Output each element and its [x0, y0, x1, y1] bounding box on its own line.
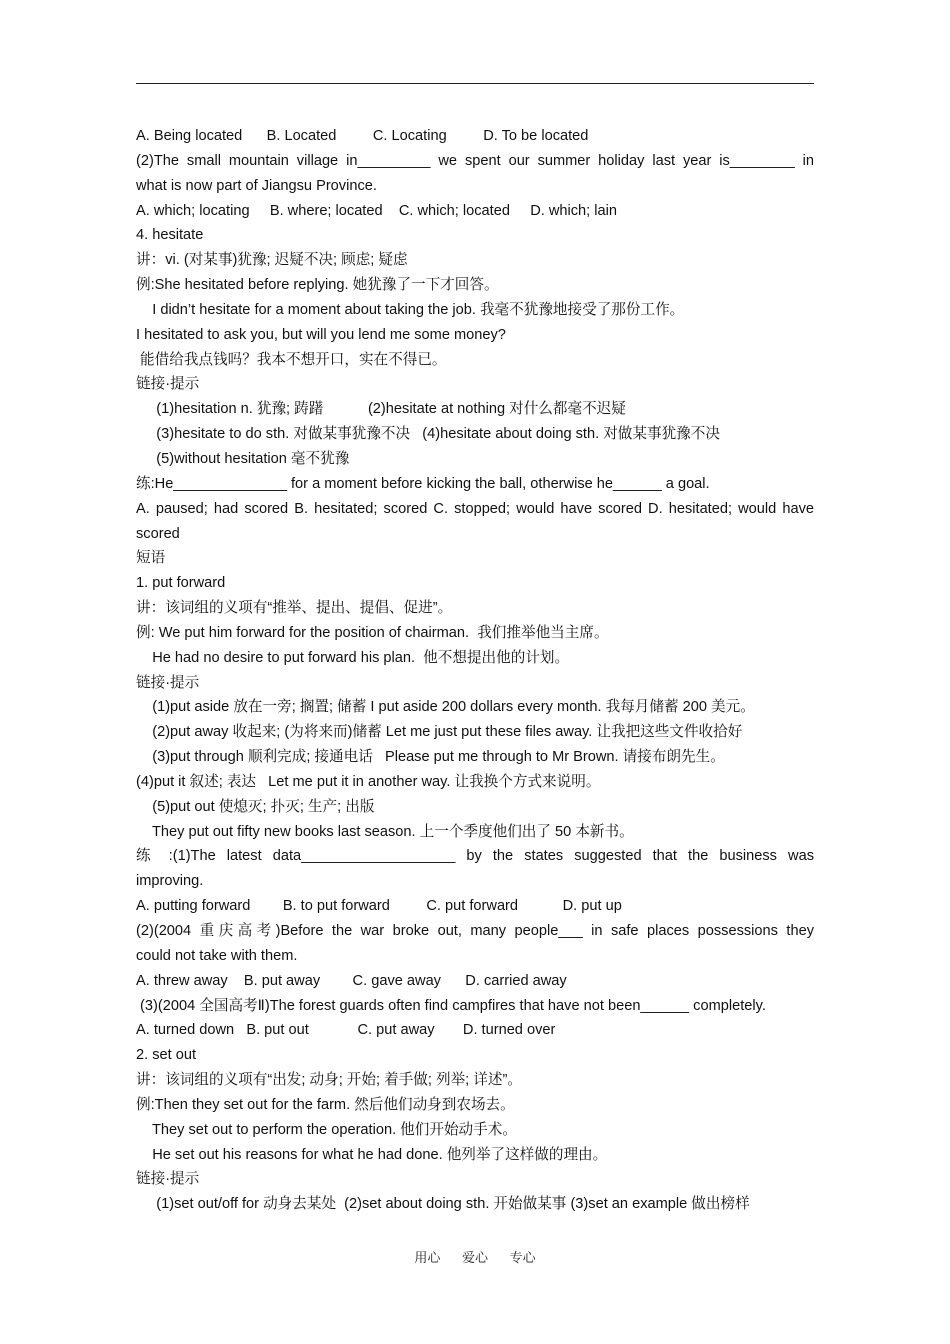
- text-line: (1)hesitation n. 犹豫; 踌躇 (2)hesitate at nothing 对什么都毫不迟疑: [136, 401, 626, 418]
- text-line: He had no desire to put forward his plan. 他不想提出他的计划。: [136, 649, 570, 666]
- text-line: 例:Then they set out for the farm. 然后他们动身到农场去。: [136, 1096, 515, 1113]
- text-line: scored: [136, 525, 180, 542]
- text-line: They set out to perform the operation. 他们开始动手术。: [136, 1121, 517, 1138]
- text-line: A. putting forward B. to put forward C. put forward D. put up: [136, 898, 622, 915]
- text-line: A. paused; had scored B. hesitated; scored C. stopped; would have scored D. hesitated; would have: [136, 500, 814, 517]
- text-line: 2. set out: [136, 1047, 197, 1064]
- text-line: could not take with them.: [136, 947, 298, 964]
- text-line: A. threw away B. put away C. gave away D. carried away: [136, 972, 567, 989]
- text-line: 链接·提示: [136, 674, 200, 691]
- text-line: (1)set out/off for 动身去某处 (2)set about doing sth. 开始做某事 (3)set an example 做出榜样: [136, 1196, 750, 1213]
- text-line: 练 :(1)The latest data___________________ by the states suggested that the business was: [136, 848, 814, 865]
- text-line: A. which; locating B. where; located C. which; located D. which; lain: [136, 202, 618, 219]
- text-line: (3)hesitate to do sth. 对做某事犹豫不决 (4)hesitate about doing sth. 对做某事犹豫不决: [136, 426, 720, 443]
- text-line: (2)The small mountain village in_________ we spent our summer holiday last year is________ in: [136, 152, 814, 169]
- text-line: 链接·提示: [136, 376, 200, 393]
- text-line: A. turned down B. put out C. put away D. turned over: [136, 1022, 556, 1039]
- text-line: 1. put forward: [136, 575, 226, 592]
- text-line: I hesitated to ask you, but will you lend me some money?: [136, 326, 506, 343]
- text-line: 讲：vi. (对某事)犹豫; 迟疑不决; 顾虑; 疑虑: [136, 252, 408, 269]
- text-line: 短语: [136, 550, 166, 567]
- document-body: [136, 124, 814, 1217]
- text-line: 能借给我点钱吗？我本不想开口，实在不得已。: [136, 351, 447, 368]
- text-line: They put out fifty new books last season. 上一个季度他们出了 50 本新书。: [136, 823, 634, 840]
- text-line: (2)(2004 重庆高考)Before the war broke out, many people___ in safe places possessions they: [136, 923, 814, 939]
- text-line: (4)put it 叙述; 表达 Let me put it in another way. 让我换个方式来说明。: [136, 773, 601, 790]
- text-line: A. Being located B. Located C. Locating D. To be located: [136, 128, 589, 144]
- text-line: (1)put aside 放在一旁; 搁置; 储蓄 I put aside 200 dollars every month. 我每月储蓄 200 美元。: [136, 699, 755, 716]
- text-line: 链接·提示: [136, 1171, 200, 1188]
- text-line: 练:He______________ for a moment before kicking the ball, otherwise he______ a goal.: [136, 475, 710, 492]
- text-line: improving.: [136, 873, 204, 890]
- text-line: (3)put through 顺利完成; 接通电话 Please put me through to Mr Brown. 请接布朗先生。: [136, 749, 725, 766]
- text-line: 例: We put him forward for the position of chairman. 我们推举他当主席。: [136, 624, 609, 641]
- text-line: 讲：该词组的义项有“出发; 动身; 开始; 着手做; 列举; 详述”。: [136, 1072, 522, 1089]
- text-line: (2)put away 收起来; (为将来而)储蓄 Let me just put these files away. 让我把这些文件收拾好: [136, 724, 743, 741]
- text-line: 讲：该词组的义项有“推举、提出、提倡、促进”。: [136, 600, 453, 617]
- text-line: (5)without hesitation 毫不犹豫: [136, 450, 350, 467]
- text-line: He set out his reasons for what he had done. 他列举了这样做的理由。: [136, 1146, 608, 1163]
- text-line: (5)put out 使熄灭; 扑灭; 生产; 出版: [136, 798, 375, 815]
- text-line: 4. hesitate: [136, 227, 204, 244]
- page-footer: 用心 爱心 专心: [414, 1250, 536, 1265]
- text-line: (3)(2004 全国高考Ⅱ)The forest guards often find campfires that have not been______ completely.: [136, 997, 766, 1014]
- text-line: I didn’t hesitate for a moment about taking the job. 我毫不犹豫地接受了那份工作。: [136, 301, 685, 318]
- header-rule: [136, 83, 814, 84]
- text-line: 例:She hesitated before replying. 她犹豫了一下才回答。: [136, 277, 499, 294]
- text-line: what is now part of Jiangsu Province.: [136, 177, 377, 194]
